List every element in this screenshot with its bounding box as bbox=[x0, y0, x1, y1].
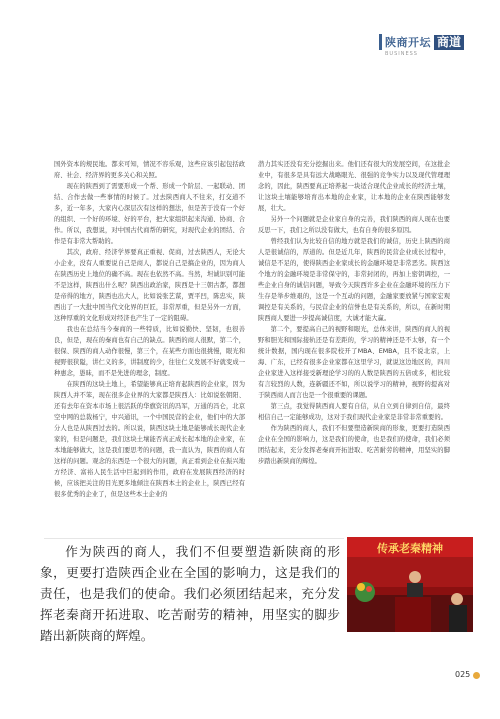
body-paragraph: 第二个，要提高自己的视野和眼光，总体来讲，陕西的商人的视野和胆光和国际接轨还是有差距的，学习的精神还是不太够，有一个统计数据，国内现在很多院校开了MBA、EMBA，且不说北京，上海、广东，已经有很多企业家都在这里学习，就说这边地区的，四川企业家进入这样接受新理论学习的的人数是陕西的五倍或多，相比较有言较烈的人数，连新疆还不如，所以说学习的精神，视野的提高对于陕西商人而言也是一个很重要的课题。 bbox=[258, 326, 450, 399]
lectern bbox=[395, 597, 431, 632]
column-subtitle: BUSINESS bbox=[384, 51, 418, 57]
body-paragraph: 作为陕西的商人，我们不但要塑造新陕商的形象，更要打造陕西企业在全国的影响力，这是我们的使命，也是我们的使命，我们必须团结起来，充分发挥老秦商开拓进取、吃苦耐劳的精神，用坚实的脚步踏出新陕商的辉煌。 bbox=[258, 425, 450, 465]
page-marker-icon bbox=[473, 672, 480, 679]
speaker-head bbox=[409, 571, 421, 583]
flower-bloom bbox=[366, 586, 372, 592]
pull-quote: 作为陕西的商人，我们不但要塑造新陕商的形象，更要打造陕西企业在全国的影响力，这是我们的责任，也是我们的使命。我们必须团结起来，充分发挥老秦商开拓进取、吃苦耐劳的精神，用坚实的脚步踏出新陕商的辉煌。 bbox=[40, 544, 340, 643]
header-accent-bar bbox=[379, 34, 382, 50]
page-number: 025 bbox=[455, 670, 471, 679]
body-paragraph: 第三点，我觉得陕西商人要有自信，从自立到自律到自信，最终相信自己一定能够成功，这对于我们现代企业家是非常非常重要的。 bbox=[258, 403, 450, 421]
body-paragraph: 现在的陕西到了需要形成一个帮、形成一个阶层、一起联动、团结、合作去做一些事情的时候了。过去陕西商人不往来，打交道不多，近一年多，大家内心深层次有这样的想法，但是苦于没有一个好的组织、一个好的环境、好的平台，把大家组织起来沟通、协商、合作。所以，我想说，对中国古代商帮的研究，对现代企业的团结、合作是有非常大帮助的。 bbox=[54, 183, 245, 245]
body-paragraph: 我也在总结当今秦商的一些特质，比如说勤快、坚韧，也很善良，但是，现在的秦商也有自己的缺点。陕西的商人很默，第二个，很保、陕西的商人动作很慢，第三个，在某些方面也很挑慢，眼光和视野很狭隘，讲仁义的多，讲制度的少，往往仁义发展不好就变成一种惠念，愚昧，而不是先进的理念，制度。 bbox=[54, 326, 245, 377]
section-header bbox=[379, 34, 464, 57]
audience-person bbox=[449, 605, 467, 632]
header-row bbox=[385, 34, 464, 50]
body-paragraph: 在陕西的这块土地上，希望能够真正培育起陕西的企业家，因为陕西人并不笨，现在很多企业界的大家都是陕西人：比如说张朝阳、还有去年在资本市场上很活跃的华旗资讯的冯军，万通的冯仑，北京空中网的总裁杨宁，中兴通讯，一个中国民营的企业，他们中的大部分人也是从陕西过去的。所以说，陕西这块土地是能够成长现代企业家的，但是问题是，我们这块土壤能否真正成长起本地的企业家，在本地能够做大，这是我们要思考的问题，我一直认为，陕西的商人有这样的问题。观念的东西是一个很大的问题，真正看到企业在振兴地方经济、富裕人民生活中巨起到的作用，政府在发展陕西经济的时候，应该把关注的目光更多地倾注在陕西本土的企业上，陕西已经有很多优秀的企业了，但是这些本土企业的 bbox=[54, 381, 245, 498]
section-tag: 商道 bbox=[434, 35, 464, 50]
body-paragraph: 国外资本的规民地。都来可知，情况不容乐观，这些应该引起包括政府、社会、经济界的更多关心和关照。 bbox=[54, 161, 245, 179]
body-paragraph: 另外一个问题就是企业家自身的完善，我们陕西的商人现在也要反思一下，我们之所以没有做大，也有自身的很多原因。 bbox=[258, 216, 450, 234]
flower-bloom bbox=[357, 583, 365, 591]
quote-divider bbox=[44, 538, 344, 539]
column-title: 陕商开坛 bbox=[384, 36, 431, 49]
event-photo bbox=[347, 537, 473, 632]
body-paragraph: 其次，政府、经济学界要真正重视、促商，过去陕西人，无论大小企业，没有人重要说自己是商人，都说自己是搞企业的，因为商人在陕西历史上地位的确不高。现在也依然不高。当然，坦诚识别可能不是这样，陕西出什么呢？陕西出政治家，陕西是十三朝古都，都想是帝得的地方，陕西也出大人，比如说张艺谋，贾平凹，陈忠实，陕西出了一大批中国当代文化界的巨匠，非常厚重，但是另外一方面，这种厚重的文化形成对经济也产生了一定的阻碍。 bbox=[54, 249, 245, 322]
body-paragraph: 潜力其实还没有充分挖掘出来。他们还有很大的发展空间，在这批企业中，有很多是具有远大战略眼光、很强的竞争实力以及现代管理理念的，因此，陕西要真正培养起一块适合现代企业成长的经济土壤，让这块土壤能够培育出本地的企业家，让本地的企业在陕西能够发展，壮大。 bbox=[258, 161, 450, 212]
body-column-right bbox=[258, 159, 450, 467]
body-column-left bbox=[54, 159, 245, 500]
banner-text: 传承老秦精神 bbox=[377, 542, 443, 555]
body-paragraph: 曾经我们认为比较自信的地方就是我们的诚信，历史上陕西的商人是很诚信的，厚道的。但是近几年，陕西的民营企业成长过程中，诚信是不足的，使得陕西企业家成长的金融环境是非常恶劣。陕西这个地方的金融环境是非常保守的，非常封闭的，再加上密钥调控，一些企业自身的诚信问题，导致今天陕西许多企业在金融环境的压力下生存是举步维艰的，这是一个互动的问题，金融家要放紧与国家宏观调控是有关系的，与民营企业的信誉也是有关系的，所以，在新时期陕西商人要进一步提高诚信度，大诚才能大赢。 bbox=[258, 238, 450, 322]
event-photo-graphic bbox=[347, 537, 473, 632]
audience-head bbox=[451, 593, 463, 605]
header-text bbox=[385, 34, 464, 57]
